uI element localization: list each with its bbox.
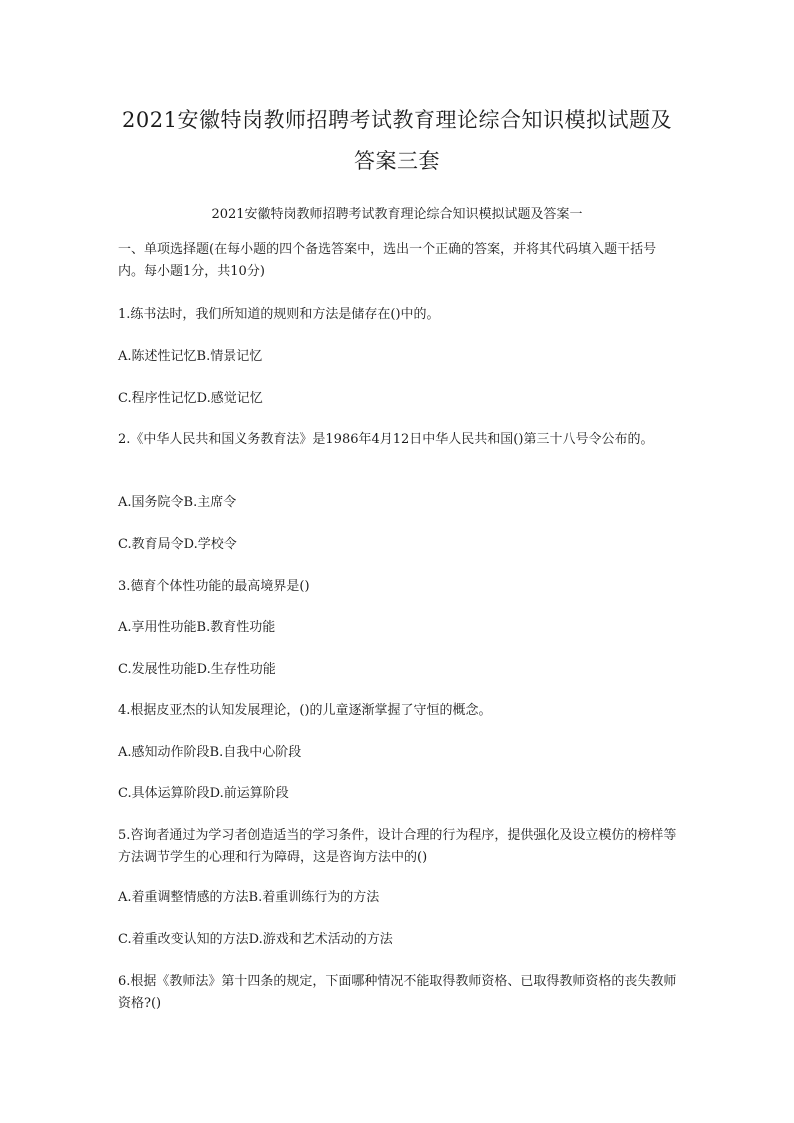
question-4-options-cd: C.具体运算阶段D.前运算阶段 [118, 786, 289, 801]
question-1-options-cd: C.程序性记忆D.感觉记忆 [118, 391, 263, 406]
question-2-options-ab: A.国务院令B.主席令 [118, 495, 237, 510]
question-5-options-cd: C.着重改变认知的方法D.游戏和艺术活动的方法 [118, 932, 393, 947]
question-1-options-ab: A.陈述性记忆B.情景记忆 [118, 349, 263, 364]
document-subtitle: 2021安徽特岗教师招聘考试教育理论综合知识模拟试题及答案一 [211, 207, 583, 222]
question-5-options-ab: A.着重调整情感的方法B.着重训练行为的方法 [118, 890, 380, 905]
question-6-stem: 6.根据《教师法》第十四条的规定，下面哪种情况不能取得教师资格、已取得教师资格的丧失教师资格?() [118, 974, 677, 1011]
question-2-options-cd: C.教育局令D.学校令 [118, 537, 237, 552]
question-5-stem: 5.咨询者通过为学习者创造适当的学习条件，设计合理的行为程序，提供强化及设立模仿的榜样等方法调节学生的心理和行为障碍，这是咨询方法中的() [118, 828, 677, 865]
question-1-stem: 1.练书法时，我们所知道的规则和方法是储存在()中的。 [118, 307, 440, 322]
question-4-stem: 4.根据皮亚杰的认知发展理论，()的儿童逐渐掌握了守恒的概念。 [118, 703, 492, 718]
question-4-options-ab: A.感知动作阶段B.自我中心阶段 [118, 745, 302, 760]
question-3-stem: 3.德育个体性功能的最高境界是() [118, 579, 310, 594]
document-title-line2: 答案三套 [354, 149, 440, 173]
document-title-line1: 2021安徽特岗教师招聘考试教育理论综合知识模拟试题及 [122, 108, 672, 132]
question-2-stem: 2.《中华人民共和国义务教育法》是1986年4月12日中华人民共和国()第三十八号令公布的。 [118, 432, 654, 447]
section-heading: 一、单项选择题(在每小题的四个备选答案中，选出一个正确的答案，并将其代码填入题干括号内。每小题1分，共10分) [118, 242, 657, 279]
question-3-options-cd: C.发展性功能D.生存性功能 [118, 662, 276, 677]
question-3-options-ab: A.享用性功能B.教育性功能 [118, 620, 276, 635]
